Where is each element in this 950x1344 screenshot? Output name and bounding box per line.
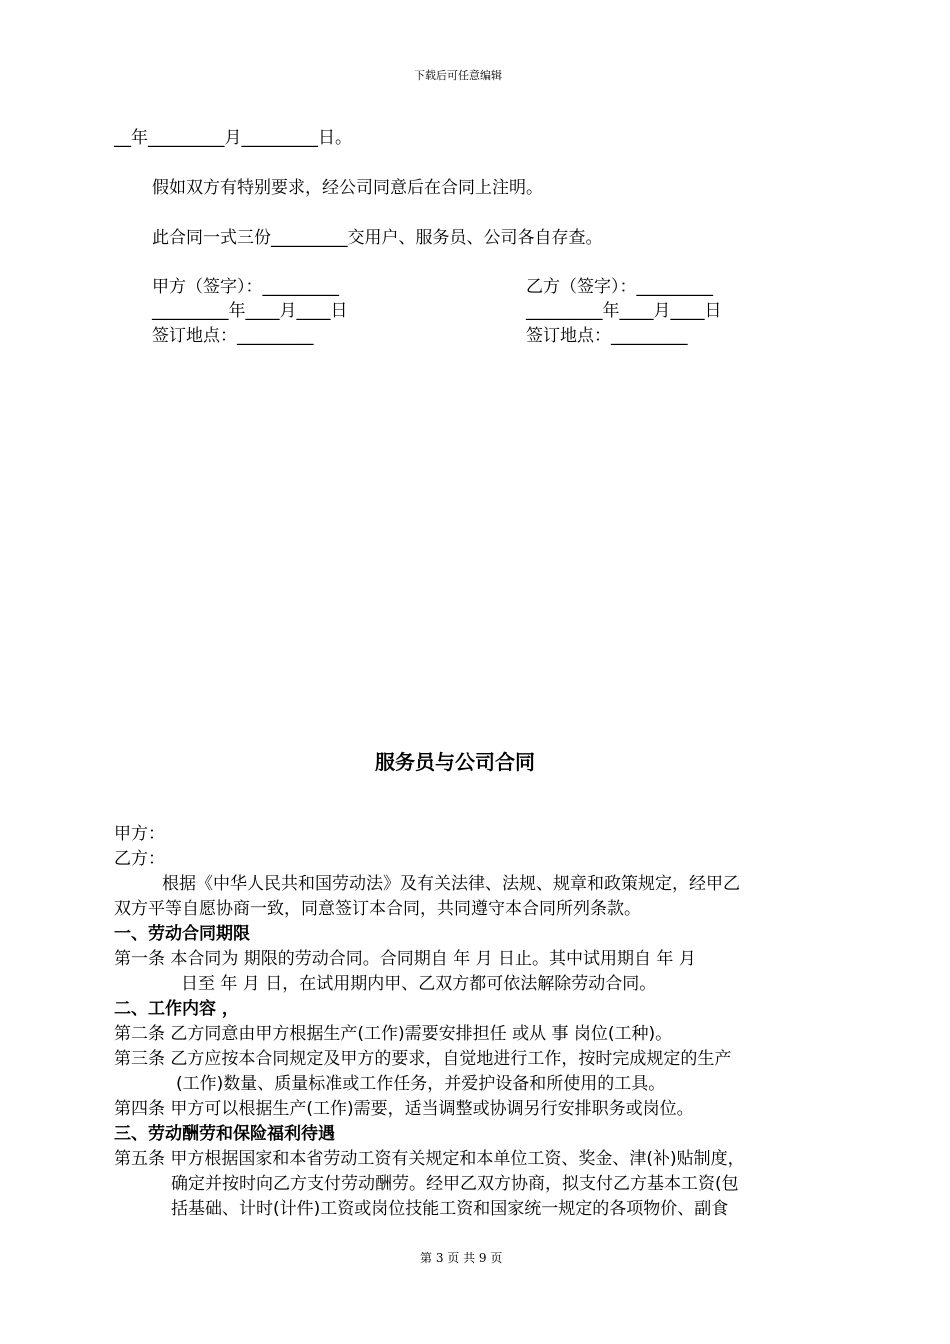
party-a-date-line: _________年____月____日: [152, 301, 348, 321]
article-5-line-3: 括基础、计时(计件)工资或岗位技能工资和国家统一规定的各项物价、副食: [171, 1199, 729, 1219]
contract-party-a: 甲方：: [114, 824, 165, 844]
page-footer: 第 3 页 共 9 页: [420, 1251, 503, 1265]
party-b-date-line: _________年____月____日: [526, 301, 722, 321]
page-header: 下载后可任意编辑: [414, 69, 502, 82]
article-1-line-1: 第一条 本合同为 期限的劳动合同。合同期自 年 月 日止。其中试用期自 年 月: [114, 949, 696, 969]
intro-line-1: 根据《中华人民共和国劳动法》及有关法律、法规、规章和政策规定，经甲乙: [162, 874, 740, 894]
article-5-line-2: 确定并按时向乙方支付劳动酬劳。经甲乙双方协商，拟支付乙方基本工资(包: [171, 1174, 739, 1194]
article-1-line-2: 日至 年 月 日，在试用期内甲、乙双方都可依法解除劳动合同。: [181, 974, 657, 994]
section-heading-2: 二、工作内容 ，: [114, 999, 239, 1019]
intro-line-2: 双方平等自愿协商一致，同意签订本合同，共同遵守本合同所列条款。: [114, 899, 641, 919]
article-3-line-2: (工作)数量、质量标准或工作任务，并爱护设备和所使用的工具。: [176, 1074, 666, 1094]
article-4: 第四条 甲方可以根据生产(工作)需要，适当调整或协调另行安排职务或岗位。: [114, 1099, 694, 1119]
party-a-sign-line: 甲方（签字）：_________: [152, 277, 339, 297]
special-requirements-note: 假如双方有特别要求，经公司同意后在合同上注明。: [152, 178, 543, 198]
party-a-place-line: 签订地点：_________: [152, 326, 314, 346]
section-heading-1: 一、劳动合同期限: [114, 924, 250, 944]
contract-party-b: 乙方：: [114, 849, 165, 869]
date-line: __年_________月_________日。: [114, 128, 352, 148]
article-2: 第二条 乙方同意由甲方根据生产(工作)需要安排担任 或从 事 岗位(工种)。: [114, 1024, 673, 1044]
contract-title: 服务员与公司合同: [375, 750, 535, 774]
copies-note: 此合同一式三份_________交用户、服务员、公司各自存查。: [152, 228, 603, 248]
party-b-sign-line: 乙方（签字）：_________: [526, 277, 713, 297]
section-heading-3: 三、劳动酬劳和保险福利待遇: [114, 1124, 335, 1144]
article-5-line-1: 第五条 甲方根据国家和本省劳动工资有关规定和本单位工资、奖金、津(补)贴制度，: [114, 1149, 745, 1169]
party-b-place-line: 签订地点：_________: [526, 326, 688, 346]
article-3-line-1: 第三条 乙方应按本合同规定及甲方的要求，自觉地进行工作，按时完成规定的生产: [114, 1049, 732, 1069]
